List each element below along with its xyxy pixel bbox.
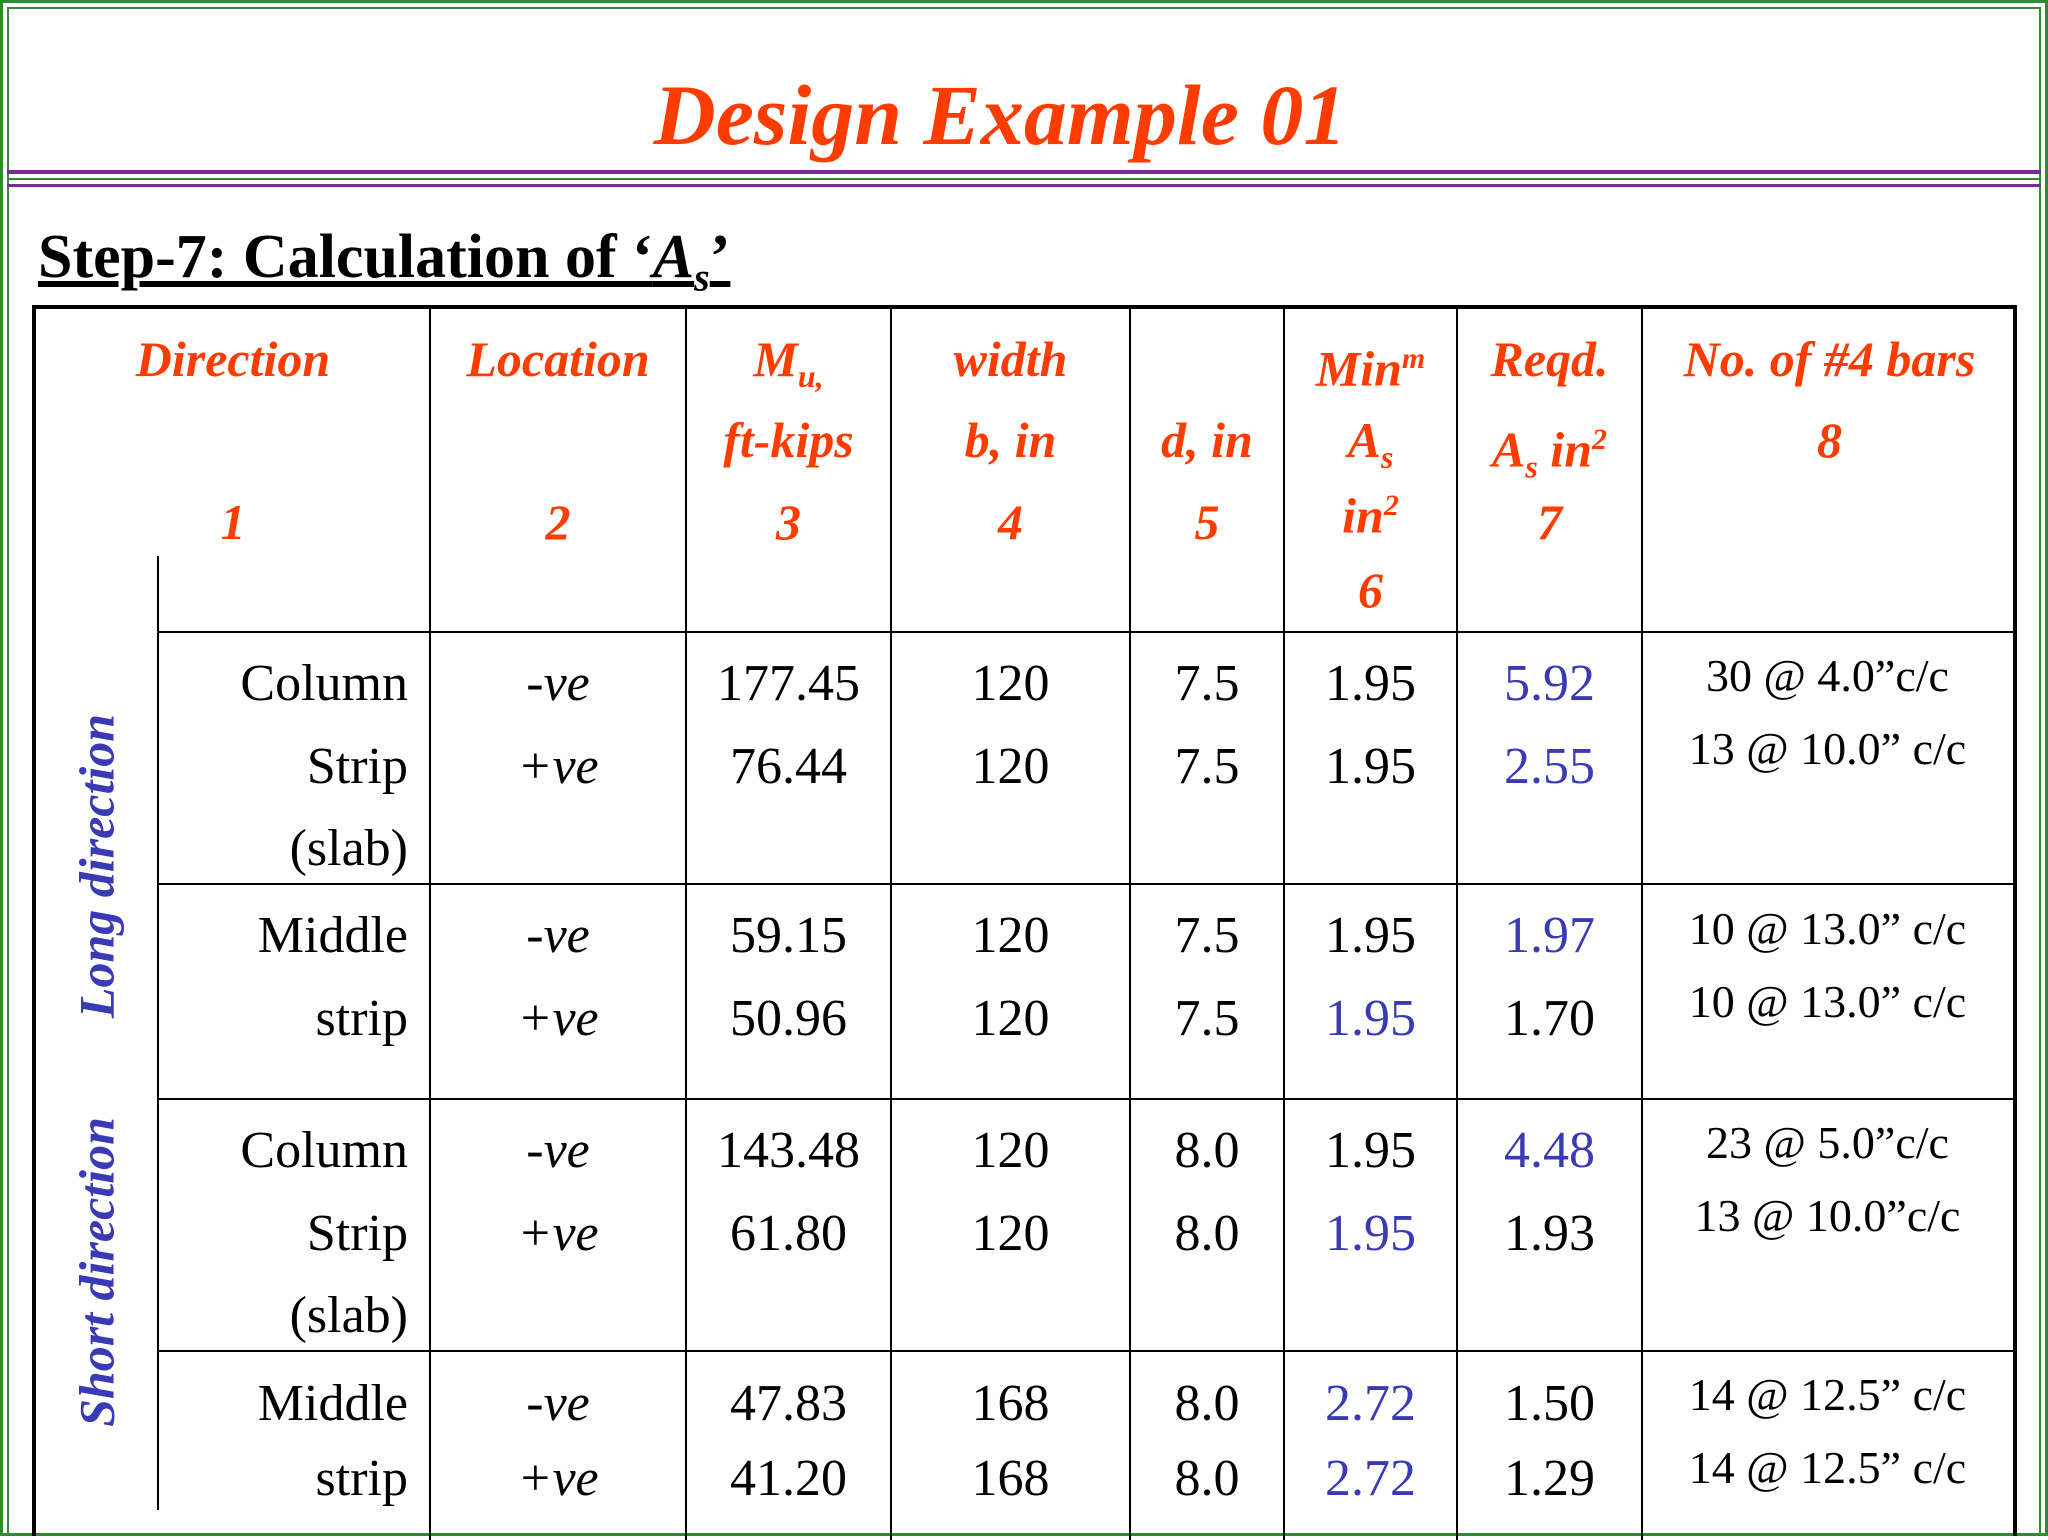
group-label-long-direction: Long direction xyxy=(68,713,124,1018)
header-depth: d, in xyxy=(1161,412,1253,468)
b-value: 120 xyxy=(971,907,1050,964)
req-value: 1.50 xyxy=(1504,1375,1595,1432)
header-number-1: 1 xyxy=(220,494,246,550)
header-number-3: 3 xyxy=(776,494,801,550)
bars-value: 13 @ 10.0” c/c xyxy=(1688,723,1967,774)
step-heading xyxy=(38,222,730,312)
b-value: 168 xyxy=(971,1450,1050,1507)
header-bars: No. of #4 bars xyxy=(1683,331,1976,387)
mu-value: 41.20 xyxy=(730,1450,847,1507)
strip-label: Strip xyxy=(306,738,408,795)
d-value: 7.5 xyxy=(1174,655,1240,712)
header-number-8: 8 xyxy=(1817,412,1842,468)
bars-value: 14 @ 12.5” c/c xyxy=(1688,1442,1967,1493)
b-value: 120 xyxy=(971,1205,1050,1262)
b-value: 120 xyxy=(971,738,1050,795)
header-width: width xyxy=(953,331,1068,387)
b-value: 168 xyxy=(971,1375,1050,1432)
table-row-divider xyxy=(157,1350,2013,1352)
bars-value: 14 @ 12.5” c/c xyxy=(1688,1369,1967,1420)
title-rule-middle xyxy=(7,178,2041,180)
header-width-units: b, in xyxy=(964,412,1057,468)
title-rule-bottom xyxy=(7,184,2041,187)
location-value: +ve xyxy=(517,1205,599,1262)
d-value: 7.5 xyxy=(1174,990,1240,1047)
location-value: +ve xyxy=(517,1450,599,1507)
strip-label: Middle xyxy=(257,1375,408,1432)
header-number-4: 4 xyxy=(998,494,1023,550)
location-value: +ve xyxy=(517,738,599,795)
strip-label: Strip xyxy=(306,1205,408,1262)
header-direction: Direction xyxy=(135,331,331,387)
bars-value: 30 @ 4.0”c/c xyxy=(1706,650,1949,701)
mu-value: 143.48 xyxy=(717,1122,860,1179)
d-value: 8.0 xyxy=(1174,1450,1240,1507)
header-mu: $M_{u,}$ xyxy=(753,331,824,394)
table-row-divider xyxy=(157,631,2013,633)
req-value: 1.70 xyxy=(1504,990,1595,1047)
bars-value: 13 @ 10.0”c/c xyxy=(1694,1190,1961,1241)
d-value: 7.5 xyxy=(1174,738,1240,795)
d-value: 8.0 xyxy=(1174,1122,1240,1179)
strip-label: (slab) xyxy=(289,1287,408,1344)
strip-label: Middle xyxy=(257,907,408,964)
min-value: 2.72 xyxy=(1325,1450,1416,1507)
min-value: 1.95 xyxy=(1325,1205,1416,1262)
table-row-divider xyxy=(157,1098,2013,1100)
location-value: -ve xyxy=(526,1122,590,1179)
bars-value: 10 @ 13.0” c/c xyxy=(1688,903,1967,954)
d-value: 8.0 xyxy=(1174,1375,1240,1432)
header-mu-units: ft-kips xyxy=(723,412,854,468)
location-value: -ve xyxy=(526,655,590,712)
req-value: 4.48 xyxy=(1504,1122,1595,1179)
req-value: 1.97 xyxy=(1504,907,1595,964)
slide-title: Design Example 01 xyxy=(653,67,1347,163)
location-value: -ve xyxy=(526,1375,590,1432)
header-min-as-units: $in^2$ xyxy=(1342,487,1399,544)
header-number-5: 5 xyxy=(1194,494,1220,550)
step-symbol: A xyxy=(652,223,695,291)
strip-label: strip xyxy=(315,1450,408,1507)
group-label-short-direction: Short direction xyxy=(68,1116,124,1427)
header-number-7: 7 xyxy=(1537,494,1562,550)
location-value: +ve xyxy=(517,990,599,1047)
bars-value: 10 @ 13.0” c/c xyxy=(1688,976,1967,1027)
req-value: 1.29 xyxy=(1504,1450,1595,1507)
strip-label: Column xyxy=(240,1122,408,1179)
b-value: 120 xyxy=(971,990,1050,1047)
location-value: -ve xyxy=(526,907,590,964)
req-value: 1.93 xyxy=(1504,1205,1595,1262)
header-min-as: Min$^m$ xyxy=(1315,340,1426,397)
step-prefix: Step-7: Calculation of ‘ xyxy=(38,223,653,291)
req-value: 5.92 xyxy=(1504,655,1595,712)
min-value: 2.72 xyxy=(1325,1375,1416,1432)
mu-value: 59.15 xyxy=(730,907,847,964)
req-value: 2.55 xyxy=(1504,738,1595,795)
step-subscript: s xyxy=(694,254,710,300)
mu-value: 61.80 xyxy=(730,1205,847,1262)
min-value: 1.95 xyxy=(1325,655,1416,712)
strip-label: strip xyxy=(315,990,408,1047)
b-value: 120 xyxy=(971,1122,1050,1179)
min-value: 1.95 xyxy=(1325,907,1416,964)
header-min-as-symbol: $A_s$ xyxy=(1347,412,1394,475)
strip-label: (slab) xyxy=(289,820,408,877)
mu-value: 177.45 xyxy=(717,655,860,712)
min-value: 1.95 xyxy=(1325,990,1416,1047)
d-value: 8.0 xyxy=(1174,1205,1240,1262)
min-value: 1.95 xyxy=(1325,1122,1416,1179)
d-value: 7.5 xyxy=(1174,907,1240,964)
mu-value: 47.83 xyxy=(730,1375,847,1432)
mu-value: 50.96 xyxy=(730,990,847,1047)
b-value: 120 xyxy=(971,655,1050,712)
header-reqd-as-symbol: $A_s$ $in^2$ xyxy=(1491,421,1607,485)
strip-label: Column xyxy=(240,655,408,712)
header-location: Location xyxy=(466,331,650,387)
title-rule-top xyxy=(7,170,2041,174)
results-table xyxy=(32,305,2017,1536)
header-number-6: 6 xyxy=(1358,562,1383,618)
mu-value: 76.44 xyxy=(730,738,847,795)
table-row-divider xyxy=(157,883,2013,885)
min-value: 1.95 xyxy=(1325,738,1416,795)
header-number-2: 2 xyxy=(545,494,571,550)
step-suffix: ’ xyxy=(709,223,731,291)
header-reqd-as: Reqd. xyxy=(1490,331,1609,387)
bars-value: 23 @ 5.0”c/c xyxy=(1706,1117,1949,1168)
